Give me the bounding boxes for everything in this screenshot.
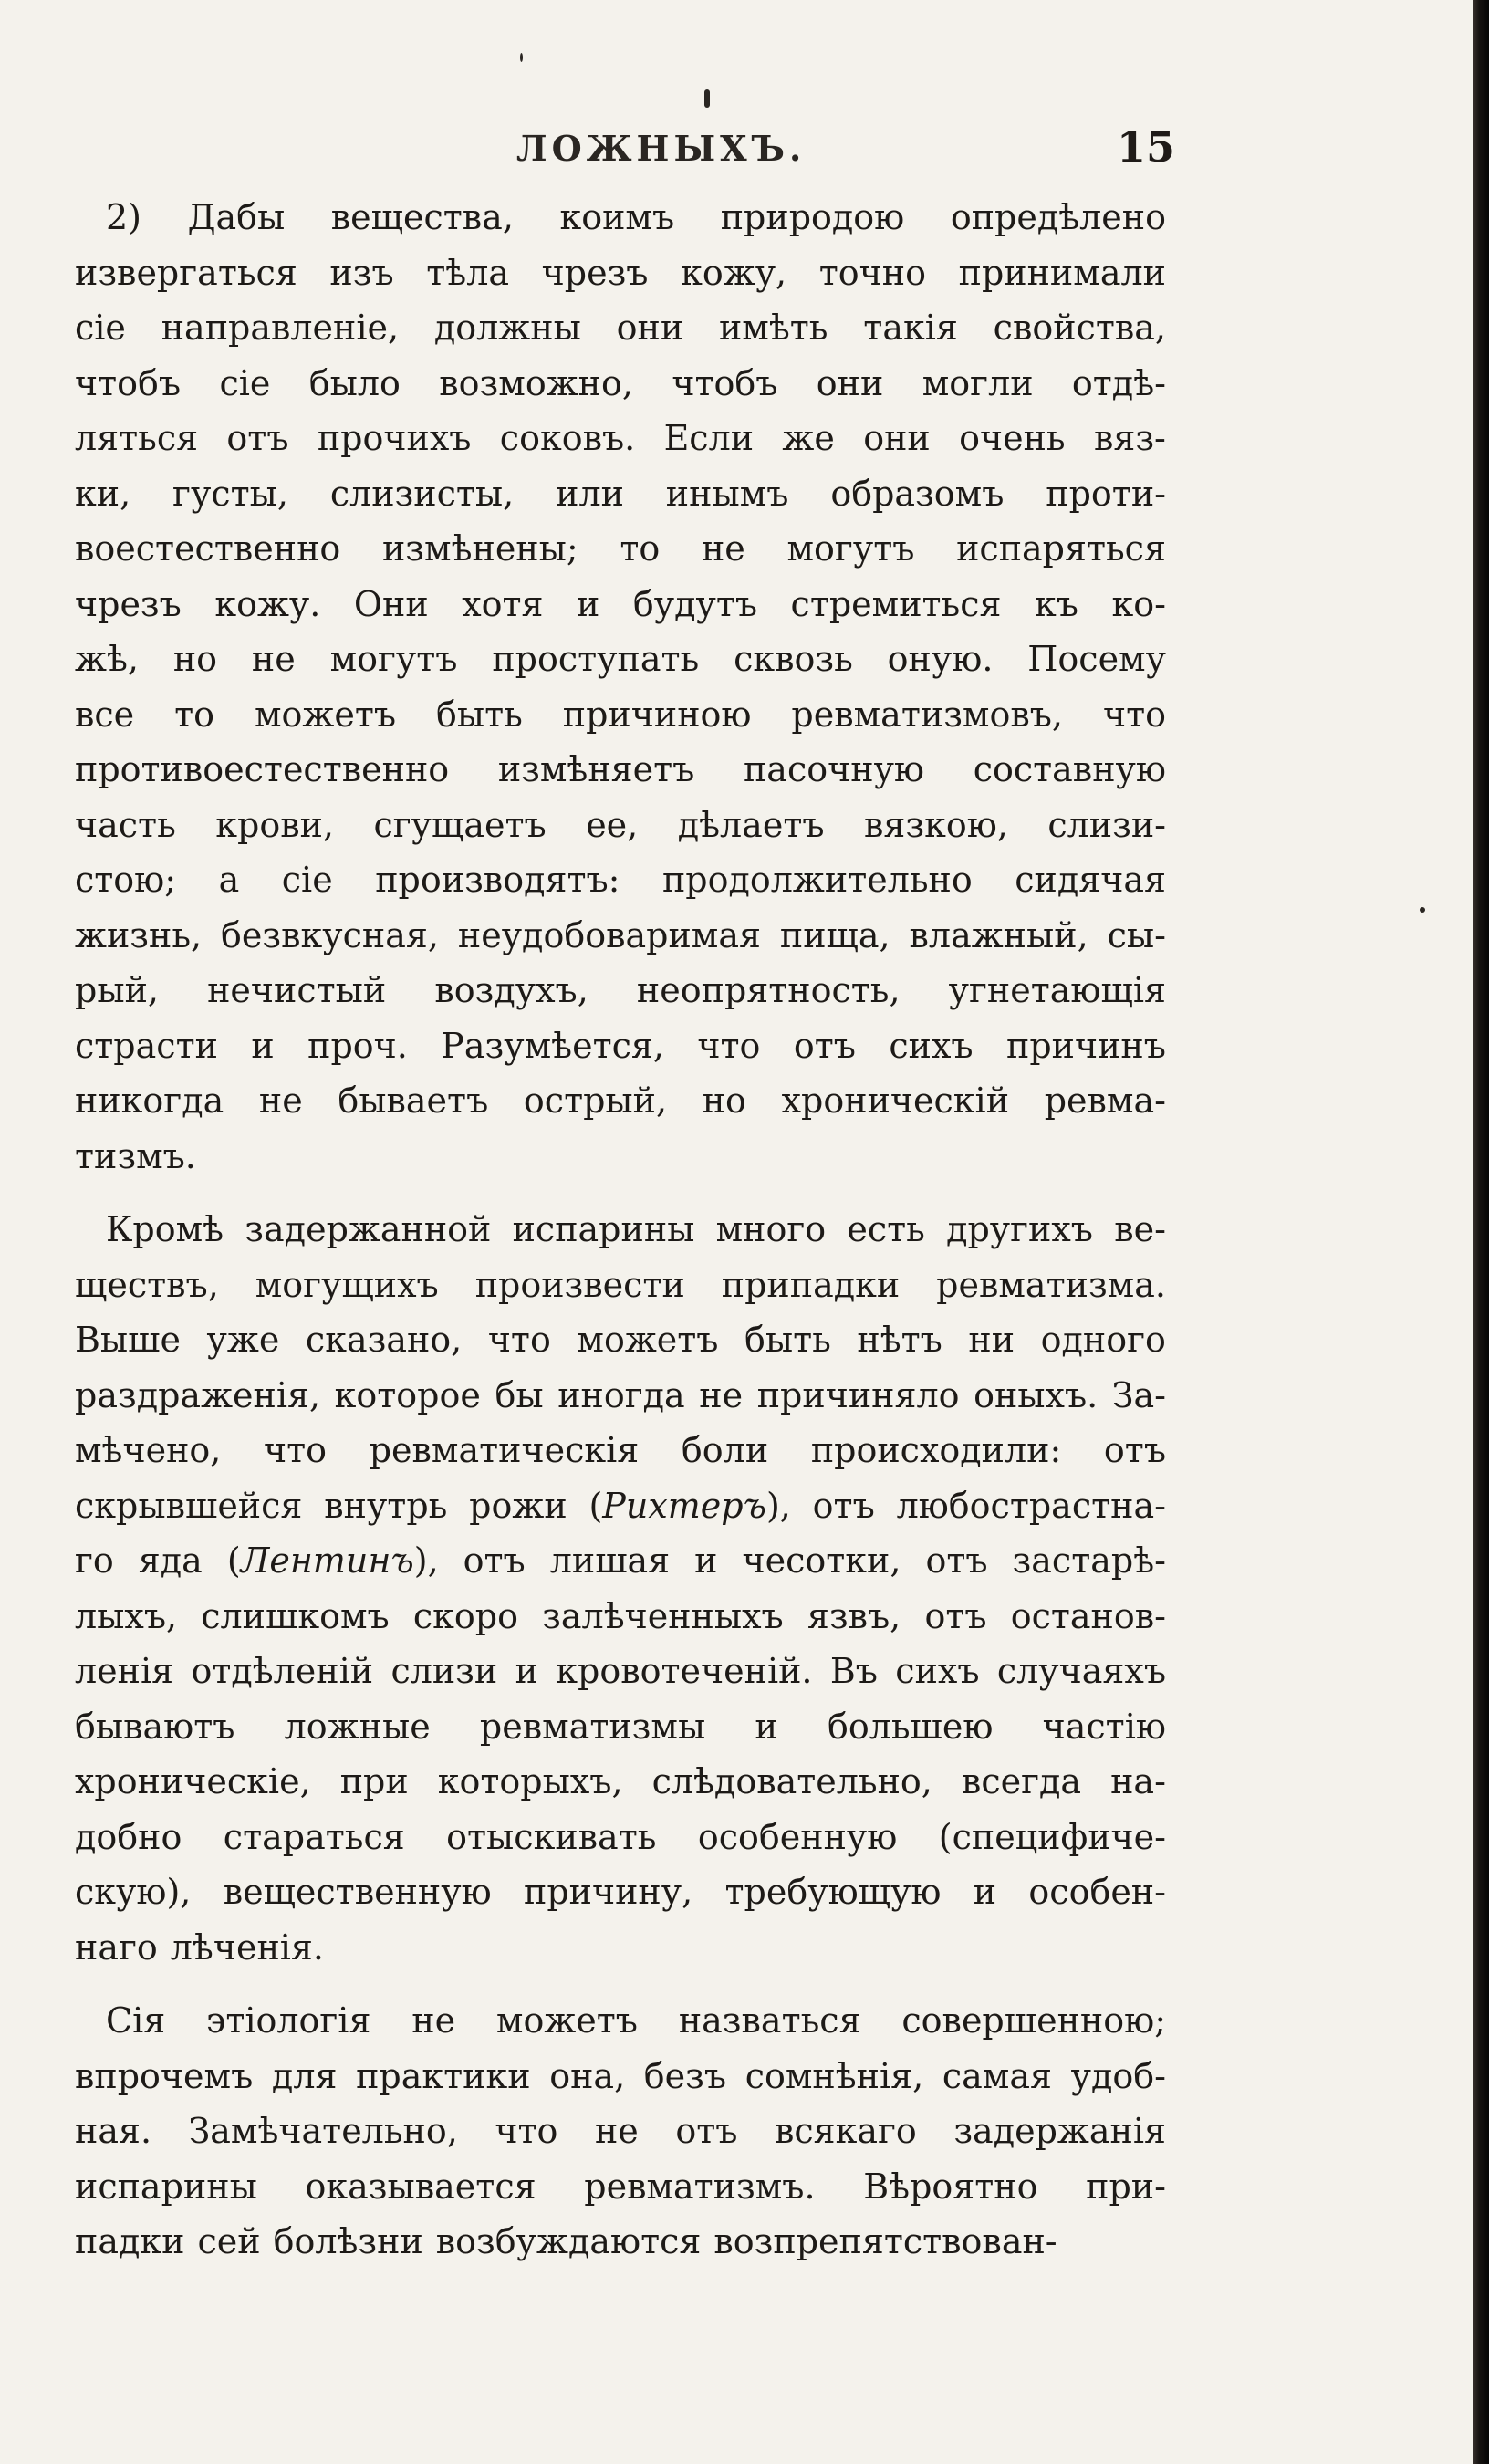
word: кожу. — [214, 583, 321, 624]
paragraph-gap — [75, 1975, 1166, 1993]
word: безъ — [643, 2055, 727, 2096]
ink-speck — [1420, 907, 1425, 913]
text-line — [75, 1258, 1166, 1313]
word: могущихъ — [255, 1264, 439, 1305]
word: другихъ — [946, 1209, 1093, 1249]
word: яда — [138, 1540, 203, 1581]
word: наго — [75, 1926, 158, 1968]
word: ревматизмъ. — [584, 2166, 816, 2207]
word: (Рихтеръ), — [588, 1485, 791, 1526]
word: чтобъ — [75, 362, 182, 403]
word: природою — [720, 197, 905, 237]
text-line — [75, 300, 1166, 356]
word: или — [556, 473, 624, 514]
word: сіе — [219, 362, 271, 403]
word: ная. — [75, 2111, 152, 2151]
word: а — [218, 860, 240, 900]
word: отъ — [226, 418, 289, 458]
word: будутъ — [632, 583, 758, 624]
word: оную. — [887, 639, 994, 679]
word: тѣла — [426, 252, 510, 293]
word: страсти — [75, 1025, 218, 1066]
word: особен- — [1028, 1872, 1166, 1912]
word: отъ — [812, 1485, 875, 1526]
page-edge-shadow — [1473, 0, 1489, 2464]
word: тизмъ. — [75, 1135, 196, 1176]
word: застарѣ- — [1012, 1540, 1166, 1581]
word: могутъ — [329, 639, 458, 679]
text-line — [75, 1368, 1166, 1424]
word: стремиться — [790, 583, 1002, 624]
word: скоро — [412, 1595, 518, 1636]
word: прочихъ — [317, 418, 472, 458]
word: особенную — [697, 1816, 898, 1857]
word: что — [697, 1025, 761, 1066]
word: неудобоваримая — [457, 914, 761, 955]
word: скую), — [75, 1872, 192, 1912]
word: точно — [818, 252, 926, 293]
word: ки, — [75, 473, 131, 514]
word: они — [616, 308, 684, 348]
word: отъ — [1103, 1430, 1166, 1470]
word: бываетъ — [338, 1081, 489, 1121]
word: совершенною; — [901, 2000, 1166, 2041]
word: впрочемъ — [75, 2055, 254, 2096]
text-line — [75, 908, 1166, 964]
word: отъ — [925, 1540, 988, 1581]
word: чрезъ — [75, 583, 182, 624]
word: Выше — [75, 1320, 181, 1360]
ink-speck — [704, 89, 710, 108]
text-line — [75, 411, 1166, 466]
word: кровотеченій. — [556, 1651, 813, 1691]
word: пасочную — [743, 749, 925, 789]
text-line — [75, 2104, 1166, 2159]
word: чесотки, — [742, 1540, 901, 1581]
word: Сія — [106, 2000, 166, 2041]
word: Они — [353, 583, 429, 624]
word: можетъ — [254, 694, 397, 735]
word: любострастна- — [896, 1485, 1166, 1526]
word: залѣченныхъ — [542, 1595, 784, 1636]
word: лыхъ, — [75, 1595, 178, 1636]
word: все — [75, 694, 135, 735]
word: сидячая — [1015, 860, 1166, 900]
word: рожи — [469, 1485, 567, 1526]
word: производятъ: — [375, 860, 620, 900]
word: Если — [663, 418, 755, 458]
word: слѣдовательно, — [651, 1761, 932, 1801]
word: произвести — [474, 1264, 685, 1305]
word: много — [715, 1209, 827, 1249]
word: хроническіе, — [75, 1761, 311, 1801]
word: бываютъ — [75, 1706, 235, 1747]
word: она, — [549, 2055, 626, 2096]
text-line — [75, 190, 1166, 245]
word: проступать — [492, 639, 700, 679]
word: вязкою, — [863, 804, 1008, 845]
word: Дабы — [187, 197, 286, 237]
word: не — [251, 639, 296, 679]
word: стараться — [223, 1816, 405, 1857]
word: направленіе, — [161, 308, 400, 348]
word: язвъ, — [807, 1595, 901, 1636]
word: сомнѣнія, — [744, 2055, 924, 2096]
text-line — [75, 1129, 1166, 1185]
word: слизи — [390, 1651, 498, 1691]
word: сы- — [1107, 914, 1166, 955]
word: сей — [197, 2221, 261, 2261]
text-line — [75, 577, 1166, 632]
text-line — [75, 2159, 1166, 2215]
word: противоестественно — [75, 749, 450, 789]
word: сіе — [281, 860, 333, 900]
word: Вѣроятно — [863, 2166, 1038, 2207]
word: что — [487, 1320, 551, 1360]
text-line — [75, 1920, 1166, 1976]
page-number: 15 — [1117, 122, 1176, 172]
word: отъ — [924, 1595, 987, 1636]
word: отдѣленій — [191, 1651, 374, 1691]
word: острый, — [523, 1081, 668, 1121]
word: отдѣ- — [1071, 362, 1166, 403]
word: могутъ — [786, 528, 915, 569]
word: причину, — [524, 1872, 693, 1912]
word: вещества, — [330, 197, 514, 237]
word: нѣтъ — [857, 1320, 942, 1360]
word: лишая — [549, 1540, 671, 1581]
word: отъ — [463, 1540, 526, 1581]
text-line — [75, 852, 1166, 908]
word: нечистый — [207, 970, 387, 1010]
text-line — [75, 1699, 1166, 1755]
word: пища, — [779, 914, 890, 955]
word: неопрятность, — [636, 970, 901, 1010]
word: они — [863, 418, 931, 458]
word: падки — [75, 2221, 185, 2261]
word: Посему — [1027, 639, 1166, 679]
word: проч. — [307, 1025, 408, 1066]
word: было — [308, 362, 401, 403]
word: назваться — [678, 2000, 861, 2041]
word: ревма- — [1044, 1081, 1166, 1121]
text-line — [75, 1864, 1166, 1920]
word: продолжительно — [661, 860, 973, 900]
text-line — [75, 1644, 1166, 1699]
word: ществъ, — [75, 1264, 219, 1305]
word: возпрепятствован- — [713, 2221, 1057, 2261]
word: хроническій — [781, 1081, 1010, 1121]
word: и — [755, 1706, 778, 1747]
word: случаяхъ — [996, 1651, 1166, 1691]
word: при — [339, 1761, 409, 1801]
word: не — [699, 1374, 744, 1415]
word: свойства, — [993, 308, 1166, 348]
word: одного — [1040, 1320, 1166, 1360]
word: сихъ — [889, 1025, 974, 1066]
word: За- — [1111, 1374, 1166, 1415]
word: и — [973, 1872, 997, 1912]
word: на- — [1110, 1761, 1166, 1801]
word: и — [515, 1651, 538, 1691]
word: влажный, — [909, 914, 1088, 955]
word: можетъ — [577, 1320, 719, 1360]
word: такія — [863, 308, 958, 348]
word: ве- — [1114, 1209, 1166, 1249]
word: есть — [847, 1209, 925, 1249]
word: отыскивать — [446, 1816, 657, 1857]
word: 2) — [106, 197, 142, 237]
word: задержанія — [953, 2111, 1166, 2151]
word: Замѣчательно, — [188, 2111, 458, 2151]
word: большею — [827, 1706, 994, 1747]
text-line — [75, 1993, 1166, 2049]
word: уже — [206, 1320, 280, 1360]
word: что — [495, 2111, 558, 2151]
word: сіе — [75, 308, 126, 348]
text-line — [75, 742, 1166, 798]
word: проти- — [1046, 473, 1166, 514]
text-line — [75, 245, 1166, 301]
word: всегда — [961, 1761, 1082, 1801]
word: можетъ — [495, 2000, 638, 2041]
word: измѣняетъ — [497, 749, 695, 789]
word: безвкусная, — [221, 914, 439, 955]
word: происходили: — [810, 1430, 1062, 1470]
word: то — [174, 694, 215, 735]
text-line — [75, 356, 1166, 412]
text-line — [75, 963, 1166, 1018]
word: частію — [1042, 1706, 1166, 1747]
word: причиняло — [756, 1374, 960, 1415]
text-line — [75, 1423, 1166, 1478]
running-head: ЛОЖНЫХЪ. — [516, 128, 807, 169]
ink-speck — [520, 53, 523, 62]
word: никогда — [75, 1081, 224, 1121]
word: жизнь, — [75, 914, 203, 955]
word: быть — [435, 694, 523, 735]
word: инымъ — [665, 473, 789, 514]
word: опредѣлено — [950, 197, 1166, 237]
word: и — [694, 1540, 718, 1581]
word: вещественную — [223, 1872, 492, 1912]
word: должны — [433, 308, 581, 348]
word: мѣчено, — [75, 1430, 222, 1470]
word: останов- — [1010, 1595, 1166, 1636]
word: лѣченія. — [170, 1926, 324, 1968]
word: извергаться — [75, 252, 297, 293]
word: быть — [744, 1320, 831, 1360]
word: слишкомъ — [201, 1595, 390, 1636]
text-line — [75, 2214, 1166, 2270]
word: бы — [495, 1374, 544, 1415]
text-line — [75, 798, 1166, 853]
word: ни — [968, 1320, 1015, 1360]
word: испарины — [75, 2166, 257, 2207]
word: коимъ — [559, 197, 675, 237]
paragraph-gap — [75, 1184, 1166, 1202]
word: соковъ. — [499, 418, 636, 458]
word: болѣзни — [273, 2221, 423, 2261]
text-line — [75, 2049, 1166, 2104]
word: и — [577, 583, 600, 624]
text-line — [75, 1754, 1166, 1810]
word: слизисты, — [329, 473, 515, 514]
text-line — [75, 1589, 1166, 1644]
word: (специфиче- — [938, 1816, 1166, 1857]
word: припадки — [721, 1264, 901, 1305]
word: воестественно — [75, 528, 341, 569]
text-line — [75, 1478, 1166, 1534]
text-line — [75, 1533, 1166, 1589]
word: сихъ — [895, 1651, 980, 1691]
word: составную — [973, 749, 1166, 789]
word: кожу, — [681, 252, 787, 293]
word: практики — [356, 2055, 531, 2096]
word: ее, — [586, 804, 639, 845]
word: и — [251, 1025, 275, 1066]
word: ревматизмы — [479, 1706, 706, 1747]
word: скрывшейся — [75, 1485, 303, 1526]
word: могли — [922, 362, 1034, 403]
word: сгущаетъ — [373, 804, 547, 845]
word: ревматизмовъ, — [791, 694, 1064, 735]
word: боли — [681, 1430, 769, 1470]
word: ложные — [284, 1706, 431, 1747]
word: образомъ — [830, 473, 1005, 514]
word: измѣнены; — [381, 528, 578, 569]
word: отъ — [793, 1025, 856, 1066]
word: добно — [75, 1816, 182, 1857]
text-line — [75, 1810, 1166, 1865]
word: жѣ, — [75, 639, 139, 679]
word: которое — [334, 1374, 481, 1415]
word: которыхъ, — [437, 1761, 623, 1801]
word: оныхъ. — [974, 1374, 1099, 1415]
text-line — [75, 687, 1166, 743]
word: дѣлаетъ — [677, 804, 825, 845]
word: удоб- — [1070, 2055, 1166, 2096]
word: испарины — [512, 1209, 695, 1249]
word: они — [816, 362, 884, 403]
word: (Лентинъ), — [226, 1540, 439, 1581]
word: къ — [1035, 583, 1078, 624]
word: задержанной — [245, 1209, 492, 1249]
word: же — [782, 418, 835, 458]
word: для — [271, 2055, 338, 2096]
word: оказывается — [305, 2166, 536, 2207]
word: но — [702, 1081, 746, 1121]
word: очень — [959, 418, 1066, 458]
word: Разумѣется, — [441, 1025, 664, 1066]
word: при- — [1086, 2166, 1166, 2207]
page-header — [0, 119, 1473, 173]
word: всякаго — [774, 2111, 917, 2151]
word: изъ — [329, 252, 394, 293]
word: чрезъ — [541, 252, 649, 293]
word: ревматизма. — [936, 1264, 1166, 1305]
word: что — [1102, 694, 1166, 735]
word: го — [75, 1540, 114, 1581]
text-line — [75, 632, 1166, 687]
word: чтобъ — [672, 362, 778, 403]
word: угнетающія — [948, 970, 1166, 1010]
word: этіологія — [206, 2000, 371, 2041]
word: не — [594, 2111, 639, 2151]
word: имѣть — [718, 308, 828, 348]
word: требующую — [724, 1872, 942, 1912]
word: хотя — [462, 583, 544, 624]
word: самая — [942, 2055, 1052, 2096]
word: то — [620, 528, 661, 569]
word: ревматическія — [369, 1430, 640, 1470]
word: вяз- — [1093, 418, 1166, 458]
word: часть — [75, 804, 176, 845]
word: ко- — [1111, 583, 1166, 624]
text-line — [75, 466, 1166, 522]
word: внутрь — [324, 1485, 448, 1526]
word: иногда — [557, 1374, 685, 1415]
word: ленія — [75, 1651, 174, 1691]
word: но — [172, 639, 218, 679]
word: не — [411, 2000, 456, 2041]
word: что — [264, 1430, 328, 1470]
word: возбуждаются — [435, 2221, 702, 2261]
word: стою; — [75, 860, 177, 900]
text-line — [75, 1312, 1166, 1368]
text-line — [75, 521, 1166, 577]
word: крови, — [215, 804, 335, 845]
word: Въ — [829, 1651, 878, 1691]
word: воздухъ, — [434, 970, 588, 1010]
word: причиною — [562, 694, 752, 735]
word: ляться — [75, 418, 199, 458]
word: густы, — [172, 473, 288, 514]
word: испаряться — [956, 528, 1166, 569]
word: причинъ — [1006, 1025, 1166, 1066]
word: слизи- — [1047, 804, 1166, 845]
text-line — [75, 1018, 1166, 1074]
text-line — [75, 1202, 1166, 1258]
word: не — [258, 1081, 303, 1121]
word: принимали — [958, 252, 1166, 293]
word: возможно, — [439, 362, 633, 403]
word: раздраженія, — [75, 1374, 321, 1415]
word: не — [701, 528, 745, 569]
word: сказано, — [305, 1320, 463, 1360]
word: Кромѣ — [106, 1209, 224, 1249]
word: сквозь — [734, 639, 853, 679]
word: отъ — [675, 2111, 738, 2151]
page-text — [75, 190, 1166, 2270]
text-line — [75, 1073, 1166, 1129]
word: рый, — [75, 970, 159, 1010]
